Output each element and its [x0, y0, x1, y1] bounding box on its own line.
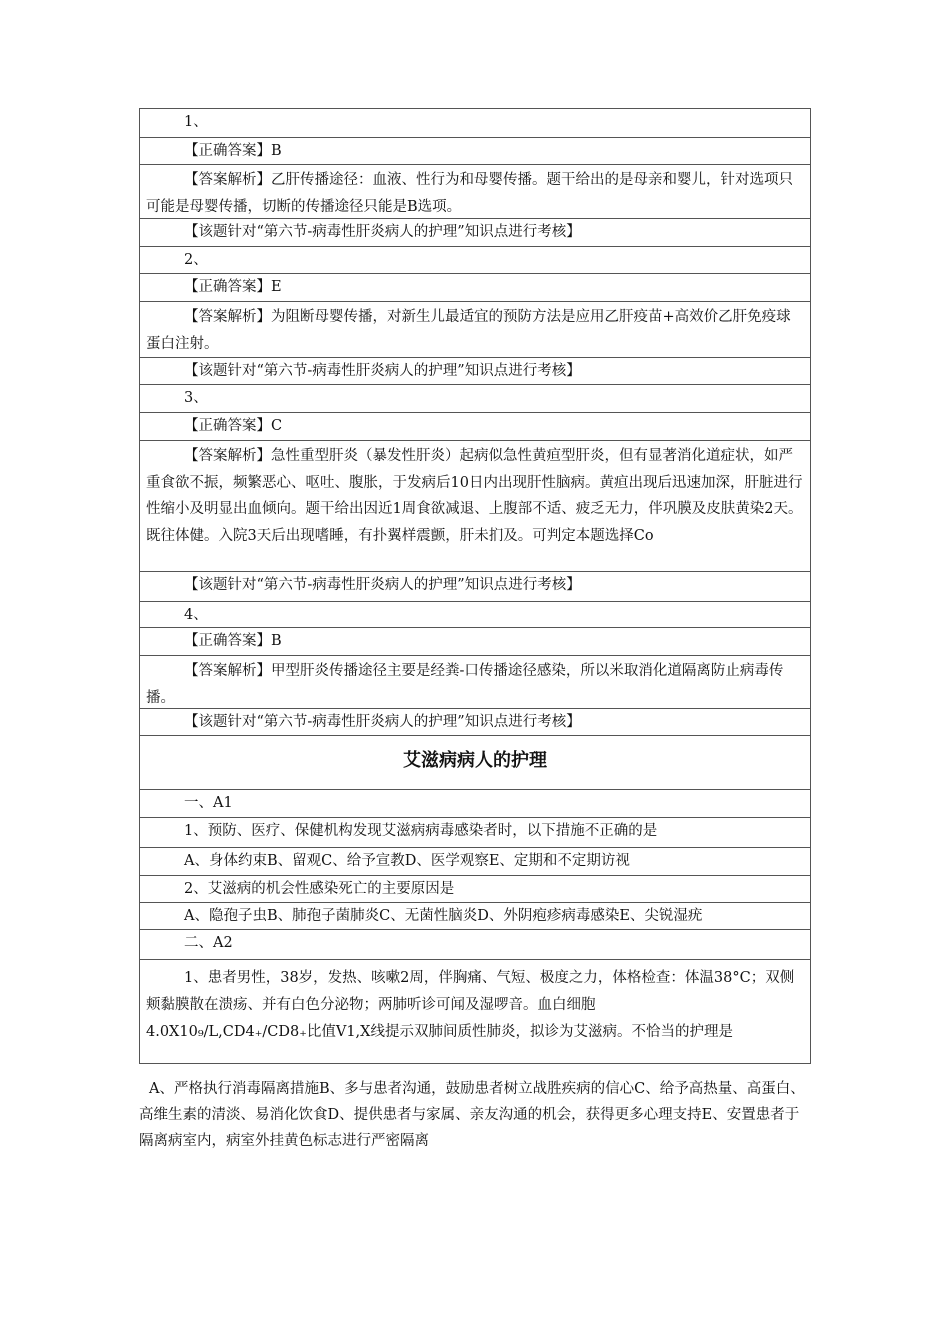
a1-question-2-options: A、隐孢子虫B、肺孢子菌肺炎C、无菌性脑炎D、外阴疱疹病毒感染E、尖锐湿疣 [140, 902, 810, 929]
a1-question-2: 2、艾滋病的机会性感染死亡的主要原因是 [140, 875, 810, 902]
a2-question-1 [140, 959, 810, 1063]
a2-question-1-options-block [139, 1076, 813, 1154]
answer-number-2: 2、 [140, 246, 810, 273]
answer-number-4: 4、 [140, 601, 810, 627]
correct-answer-1: 【正确答案】B [140, 137, 810, 164]
a2-question-1-lab: 4.0X10₉/L,CD4₊/CD8₊比值V1,X线提示双肺间质性肺炎，拟诊为艾滋病。不恰当的护理是 [146, 1024, 733, 1040]
a2-question-1-text: 1、患者男性，38岁，发热、咳嗽2周，伴胸痛、气短、极度之力，体格检查：体温38°C；双侧颊黏膜散在溃疡、并有白色分泌物；两肺听诊可闻及湿啰音。血白细胞 [146, 970, 795, 1013]
answer-number-3: 3、 [140, 384, 810, 412]
answer-analysis-3: 【答案解析】急性重型肝炎（暴发性肝炎）起病似急性黄疸型肝炎，但有显著消化道症状，如严重食欲不振，频繁恶心、呕吐、腹胀，于发病后10日内出现肝性脑病。黄疸出现后迅速加深，肝脏进行性缩小及明显出血倾向。题干给出因近1周食欲减退、上腹部不适、疲乏无力，伴巩膜及皮肤黄染2天。既往体健。入院3天后出现嗜睡，有扑翼样震颤，肝未扪及。可判定本题选择Co [140, 440, 810, 571]
answer-analysis-1: 【答案解析】乙肝传播途径：血液、性行为和母婴传播。题干给出的是母亲和婴儿，针对选项只可能是母婴传播，切断的传播途径只能是B选项。 [140, 164, 810, 218]
a2-label: 二、A2 [140, 929, 810, 959]
answer-topic-1: 【该题针对“第六节-病毒性肝炎病人的护理”知识点进行考核】 [140, 218, 810, 246]
answer-number-1: 1、 [184, 114, 208, 130]
correct-answer-4: 【正确答案】B [140, 627, 810, 655]
correct-answer-2: 【正确答案】E [140, 273, 810, 301]
answer-topic-4: 【该题针对“第六节-病毒性肝炎病人的护理”知识点进行考核】 [140, 708, 810, 735]
answer-topic-2: 【该题针对“第六节-病毒性肝炎病人的护理”知识点进行考核】 [140, 357, 810, 384]
correct-answer-3: 【正确答案】C [140, 412, 810, 440]
a1-question-1-options: A、身体约束B、留观C、给予宣教D、医学观察E、定期和不定期访视 [140, 847, 810, 875]
answer-analysis-2: 【答案解析】为阻断母婴传播，对新生儿最适宜的预防方法是应用乙肝疫苗+高效价乙肝免疫球蛋白注射。 [140, 301, 810, 357]
answer-analysis-4: 【答案解析】甲型肝炎传播途径主要是经粪-口传播途径感染，所以米取消化道隔离防止病毒传播。 [140, 655, 810, 708]
section-title: 艾滋病病人的护理 [140, 735, 810, 789]
a2-question-1-options: A、严格执行消毒隔离措施B、多与患者沟通，鼓励患者树立战胜疾病的信心C、给予高热量、高蛋白、高维生素的清淡、易消化饮食D、提供患者与家属、亲友沟通的机会，获得更多心理支持E、安置患者于隔离病室内，病室外挂黄色标志进行严密隔离 [139, 1081, 805, 1149]
a1-question-1: 1、预防、医疗、保健机构发现艾滋病病毒感染者时，以下措施不正确的是 [140, 817, 810, 847]
answer-table [139, 108, 811, 1064]
answer-topic-3: 【该题针对“第六节-病毒性肝炎病人的护理”知识点进行考核】 [140, 571, 810, 601]
a1-label: 一、A1 [140, 789, 810, 817]
